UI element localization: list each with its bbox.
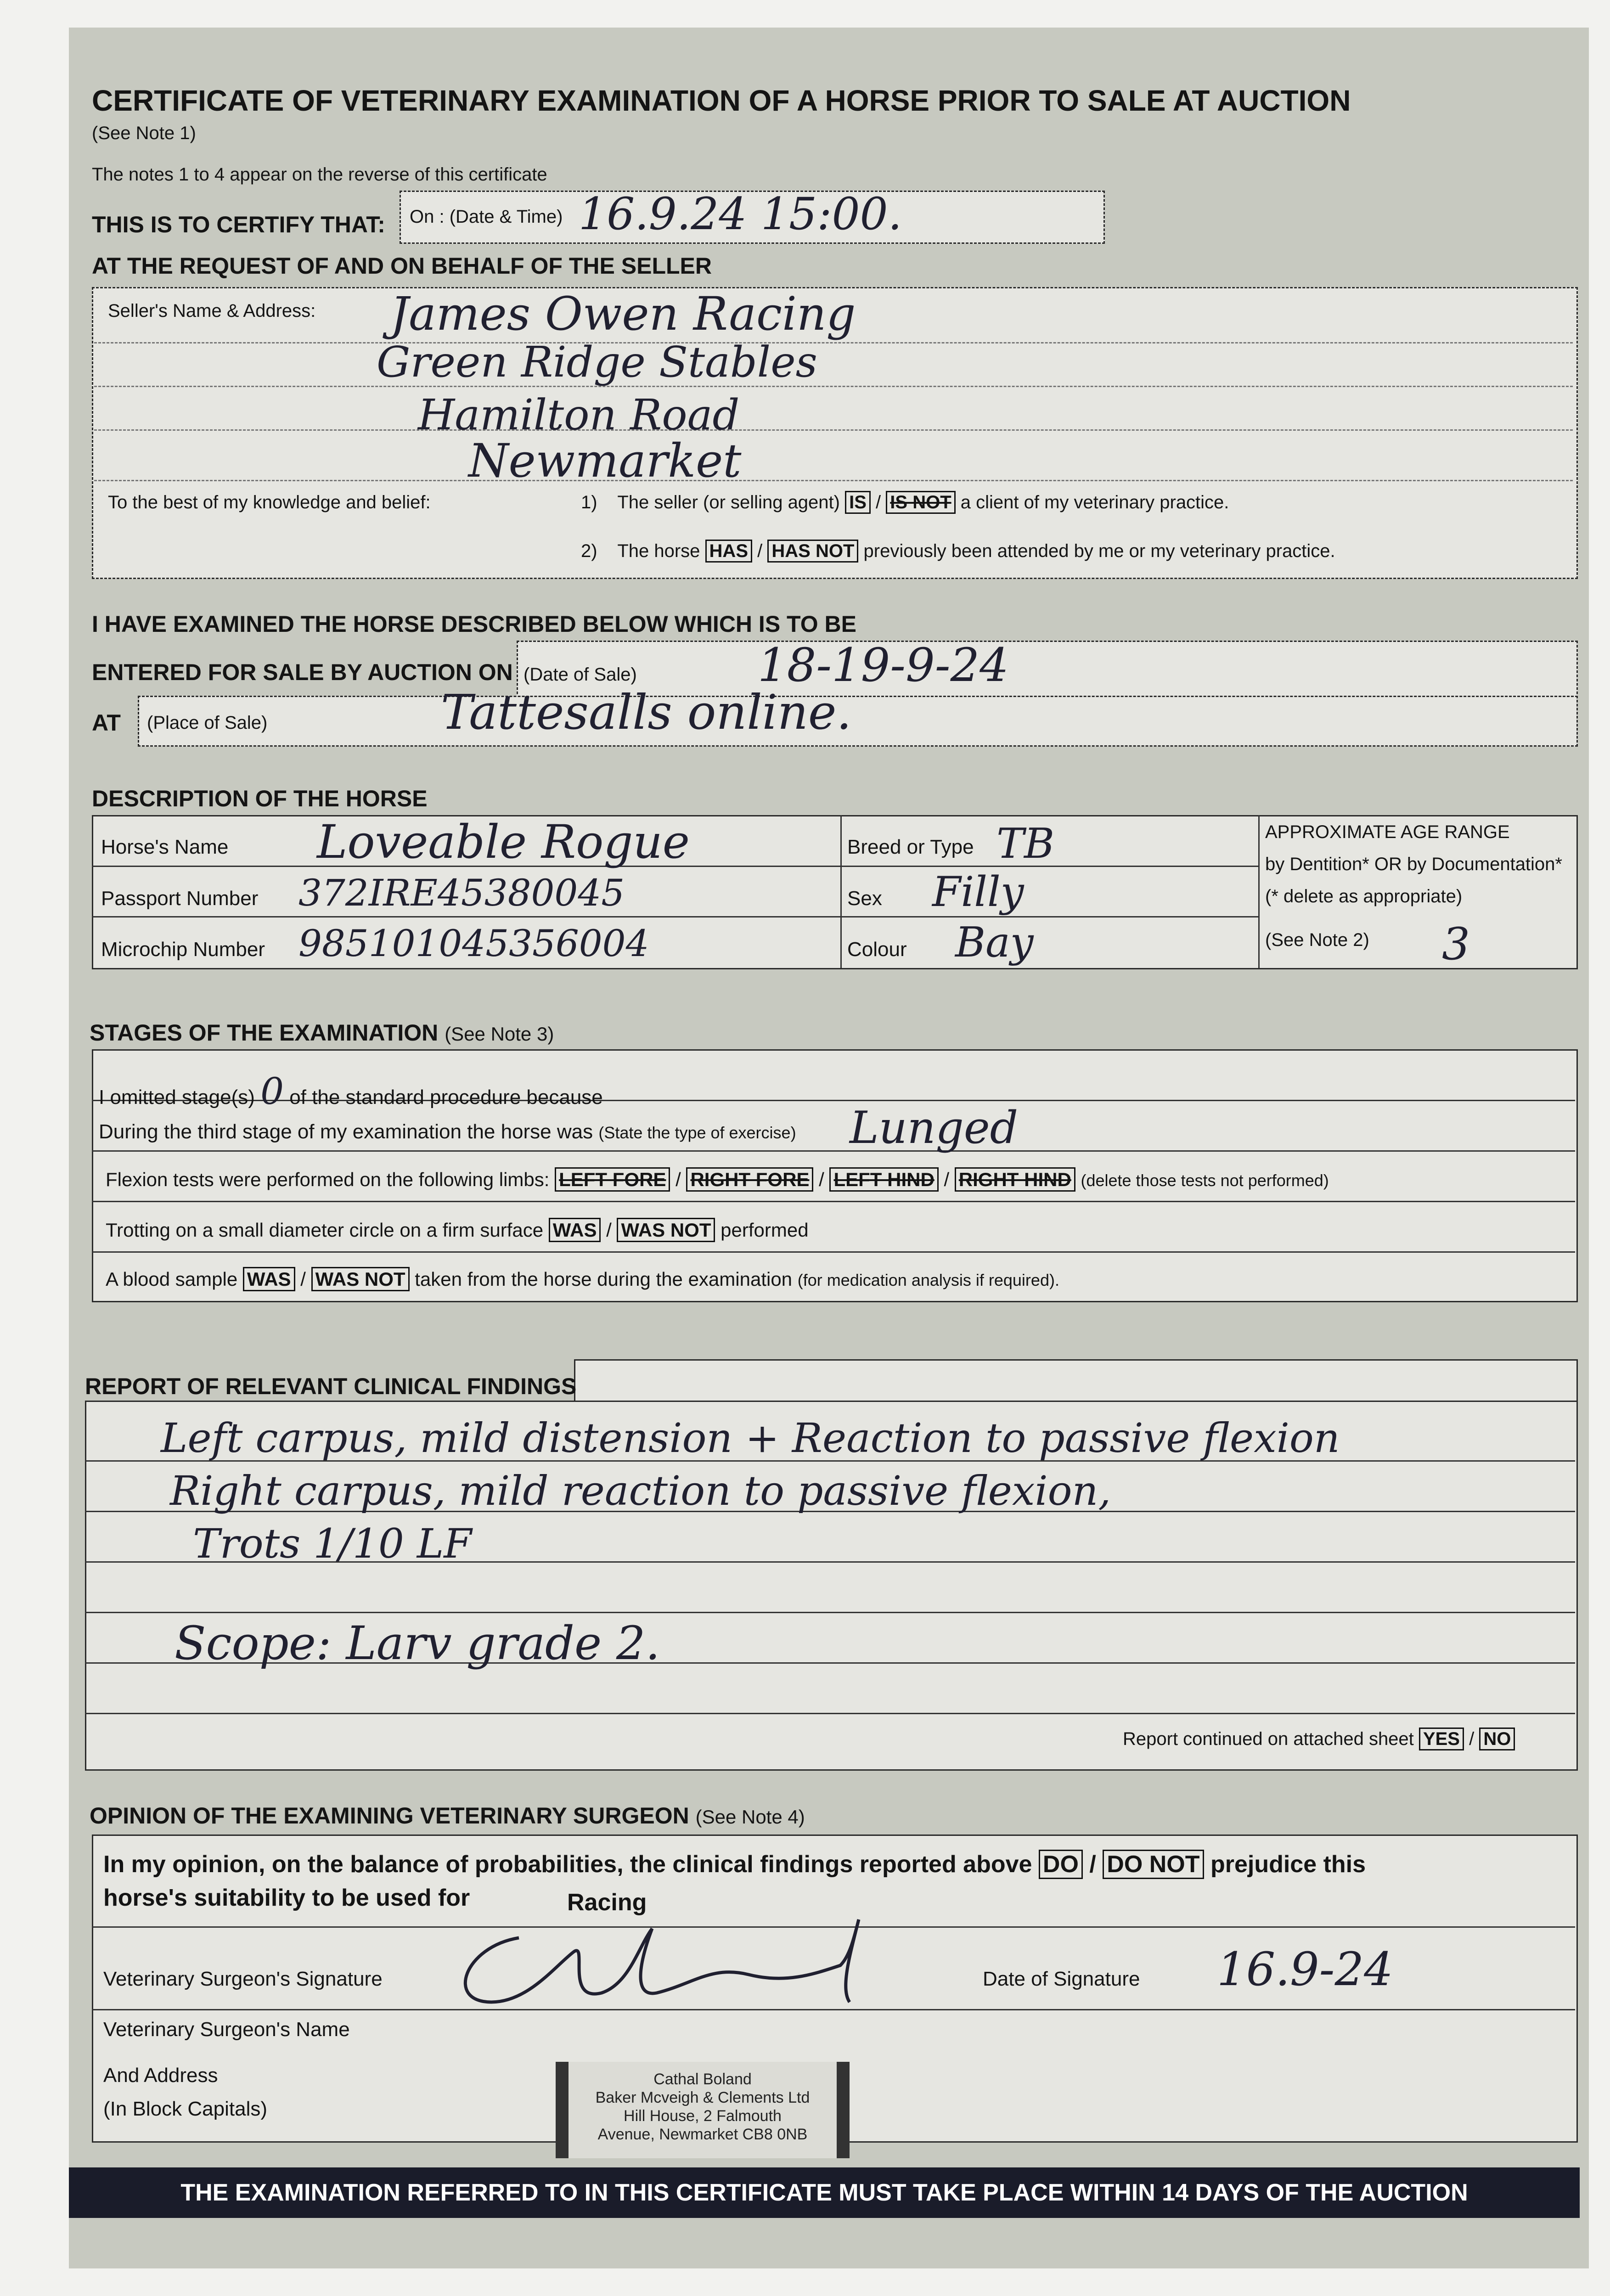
option-is-not[interactable]: IS NOT <box>886 491 955 514</box>
seller-address-line-2: Green Ridge Stables <box>377 338 817 387</box>
stamp-line-2: Baker Mcveigh & Clements Ltd <box>595 2089 810 2106</box>
date-of-sale-label: (Date of Sale) <box>524 664 637 685</box>
finding-line-1: Left carpus, mild distension + Reaction to passive flexion <box>161 1414 1340 1462</box>
finding-line-2: Right carpus, mild reaction to passive flexion, <box>170 1467 1111 1514</box>
third-stage-row <box>99 1120 796 1143</box>
blood-sample-note: (for medication analysis if required). <box>797 1271 1059 1289</box>
option-has[interactable]: HAS <box>705 540 752 563</box>
blood-sample-sep: / <box>300 1268 306 1290</box>
horse-name-label: Horse's Name <box>101 836 229 858</box>
colour-value: Bay <box>955 918 1034 967</box>
footer-banner: THE EXAMINATION REFERRED TO IN THIS CERTIFICATE MUST TAKE PLACE WITHIN 14 DAYS OF THE AUCTION <box>69 2167 1580 2218</box>
date-time-label: On : (Date & Time) <box>410 207 563 227</box>
knowledge-label: To the best of my knowledge and belief: <box>108 492 431 512</box>
opinion-line-two: horse's suitability to be used for <box>103 1885 470 1911</box>
microchip-number-value: 985101045356004 <box>298 922 649 965</box>
blood-sample-was[interactable]: WAS <box>243 1267 295 1291</box>
breed-value: TB <box>996 820 1055 868</box>
stages-heading-text: STAGES OF THE EXAMINATION <box>90 1020 439 1046</box>
third-stage-value: Lunged <box>850 1102 1019 1154</box>
date-of-signature-value: 16.9-24 <box>1217 1942 1393 1996</box>
seller-heading: AT THE REQUEST OF AND ON BEHALF OF THE SELLER <box>92 253 712 279</box>
signature-label: Veterinary Surgeon's Signature <box>103 1968 383 1990</box>
sex-value: Filly <box>932 868 1024 916</box>
item1-number: 1) <box>581 492 597 512</box>
seller-address-line-1: James Owen Racing <box>390 287 856 341</box>
microchip-number-label: Microchip Number <box>101 938 265 961</box>
stages-row-line-3 <box>92 1201 1575 1202</box>
notes-line: The notes 1 to 4 appear on the reverse of this certificate <box>92 164 547 185</box>
age-range-heading: APPROXIMATE AGE RANGE <box>1265 822 1510 842</box>
block-capitals-label: (In Block Capitals) <box>103 2098 268 2120</box>
age-range-by: by Dentition* OR by Documentation* <box>1265 854 1562 874</box>
item2-row <box>581 541 1335 562</box>
report-heading-box <box>574 1359 1578 1403</box>
age-range-delete-note: (* delete as appropriate) <box>1265 886 1463 906</box>
item2-suffix: previously been attended by me or my veterinary practice. <box>863 541 1335 561</box>
colour-label: Colour <box>847 938 907 961</box>
report-continued-text: Report continued on attached sheet <box>1123 1729 1414 1749</box>
seller-line-2 <box>94 386 1573 387</box>
flexion-text: Flexion tests were performed on the following limbs: <box>106 1169 550 1190</box>
breed-label: Breed or Type <box>847 836 974 858</box>
stages-row-line-4 <box>92 1251 1575 1253</box>
flexion-row <box>106 1169 1329 1191</box>
third-stage-note: (State the type of exercise) <box>598 1123 796 1142</box>
flexion-right-fore[interactable]: RIGHT FORE <box>686 1167 813 1192</box>
opinion-text-pre: In my opinion, on the balance of probabilities, the clinical findings reported above <box>103 1851 1032 1878</box>
seller-address-line-3: Hamilton Road <box>418 390 740 439</box>
trotting-sep: / <box>606 1219 612 1241</box>
opinion-do[interactable]: DO <box>1039 1850 1083 1879</box>
opinion-heading <box>90 1802 805 1829</box>
seller-address-line-4: Newmarket <box>468 434 742 488</box>
trotting-suffix: performed <box>721 1219 809 1241</box>
opinion-text-post: prejudice this <box>1210 1851 1366 1878</box>
date-of-signature-label: Date of Signature <box>983 1968 1140 1990</box>
passport-number-label: Passport Number <box>101 887 259 910</box>
trotting-row <box>106 1219 809 1241</box>
omitted-stage-suffix: of the standard procedure because <box>289 1086 603 1109</box>
trotting-text: Trotting on a small diameter circle on a firm surface <box>106 1219 544 1241</box>
flexion-note: (delete those tests not performed) <box>1081 1171 1329 1190</box>
omitted-stage-row <box>99 1070 603 1113</box>
finding-line-3: Trots 1/10 LF <box>193 1520 472 1567</box>
flexion-sep-1: / <box>676 1169 681 1190</box>
report-continued-no[interactable]: NO <box>1479 1728 1515 1750</box>
description-heading: DESCRIPTION OF THE HORSE <box>92 786 428 811</box>
place-of-sale-field[interactable] <box>138 696 1578 747</box>
stamp-line-1: Cathal Boland <box>653 2071 752 2088</box>
place-of-sale-label: (Place of Sale) <box>147 713 268 733</box>
stages-row-line-2 <box>92 1150 1575 1152</box>
seller-line-1 <box>94 342 1573 343</box>
report-continued-sep: / <box>1469 1729 1475 1749</box>
item2-number: 2) <box>581 541 597 561</box>
report-continued-row <box>1123 1729 1515 1750</box>
entered-for-sale-label: ENTERED FOR SALE BY AUCTION ON <box>92 659 513 685</box>
option-has-not[interactable]: HAS NOT <box>767 540 858 563</box>
blood-sample-text: A blood sample <box>106 1268 238 1290</box>
practice-stamp <box>556 2062 850 2158</box>
report-continued-yes[interactable]: YES <box>1419 1728 1464 1750</box>
at-label: AT <box>92 710 121 736</box>
flexion-left-hind[interactable]: LEFT HIND <box>829 1167 938 1192</box>
stamp-bar-left <box>556 2062 569 2158</box>
date-time-value: 16.9.24 15:00. <box>579 188 902 240</box>
place-of-sale-value: Tattesalls online. <box>441 684 852 740</box>
age-range-see-note: (See Note 2) <box>1265 930 1369 950</box>
certify-label: THIS IS TO CERTIFY THAT: <box>92 212 385 237</box>
opinion-see-note: (See Note 4) <box>695 1806 805 1828</box>
stamp-line-4: Avenue, Newmarket CB8 0NB <box>597 2126 808 2143</box>
item1-separator: / <box>876 492 881 512</box>
opinion-sep: / <box>1089 1851 1096 1878</box>
trotting-was[interactable]: WAS <box>549 1218 601 1242</box>
blood-sample-row <box>106 1268 1059 1290</box>
horse-name-value: Loveable Rogue <box>317 815 690 869</box>
flexion-sep-3: / <box>944 1169 950 1190</box>
omitted-stage-value: 0 <box>260 1070 284 1113</box>
omitted-stage-text: I omitted stage(s) <box>99 1086 255 1109</box>
flexion-left-fore[interactable]: LEFT FORE <box>555 1167 670 1192</box>
flexion-right-hind[interactable]: RIGHT HIND <box>955 1167 1075 1192</box>
report-heading: REPORT OF RELEVANT CLINICAL FINDINGS <box>85 1373 577 1399</box>
suitability-value: Racing <box>567 1889 647 1916</box>
description-divider-1 <box>840 815 842 968</box>
option-is[interactable]: IS <box>845 491 871 514</box>
vet-name-label: Veterinary Surgeon's Name <box>103 2018 350 2041</box>
blood-sample-was-not[interactable]: WAS NOT <box>311 1267 410 1291</box>
item2-separator: / <box>757 541 763 561</box>
item1-suffix: a client of my veterinary practice. <box>960 492 1229 512</box>
sex-label: Sex <box>847 887 882 910</box>
stamp-bar-right <box>837 2062 850 2158</box>
item1-text: The seller (or selling agent) <box>617 492 840 512</box>
see-note-1: (See Note 1) <box>92 123 196 143</box>
vet-signature <box>436 1910 941 2016</box>
age-range-value: 3 <box>1442 918 1470 970</box>
opinion-statement <box>103 1851 1366 1878</box>
report-line-6 <box>85 1713 1575 1714</box>
opinion-heading-text: OPINION OF THE EXAMINING VETERINARY SURGEON <box>90 1803 689 1829</box>
trotting-was-not[interactable]: WAS NOT <box>617 1218 715 1242</box>
certificate-title: CERTIFICATE OF VETERINARY EXAMINATION OF A HORSE PRIOR TO SALE AT AUCTION <box>92 84 1351 117</box>
description-divider-2 <box>1258 815 1260 968</box>
stages-heading <box>90 1019 554 1046</box>
address-label: And Address <box>103 2064 218 2087</box>
stamp-line-3: Hill House, 2 Falmouth <box>624 2107 782 2125</box>
stages-see-note: (See Note 3) <box>445 1023 554 1045</box>
seller-line-3 <box>94 429 1573 431</box>
opinion-do-not[interactable]: DO NOT <box>1103 1850 1204 1879</box>
item1-row <box>581 492 1229 513</box>
description-row-line-2 <box>92 916 1258 917</box>
flexion-sep-2: / <box>819 1169 824 1190</box>
item2-text: The horse <box>617 541 700 561</box>
third-stage-text: During the third stage of my examination the horse was <box>99 1120 593 1143</box>
finding-line-4: Scope: Larv grade 2. <box>175 1616 660 1670</box>
examined-heading: I HAVE EXAMINED THE HORSE DESCRIBED BELOW WHICH IS TO BE <box>92 611 856 637</box>
seller-line-4 <box>94 480 1573 481</box>
passport-number-value: 372IRE45380045 <box>298 872 625 914</box>
seller-name-label: Seller's Name & Address: <box>108 301 316 321</box>
blood-sample-suffix: taken from the horse during the examination <box>415 1268 793 1290</box>
report-line-4 <box>85 1612 1575 1613</box>
date-of-sale-value: 18-19-9-24 <box>758 638 1009 692</box>
